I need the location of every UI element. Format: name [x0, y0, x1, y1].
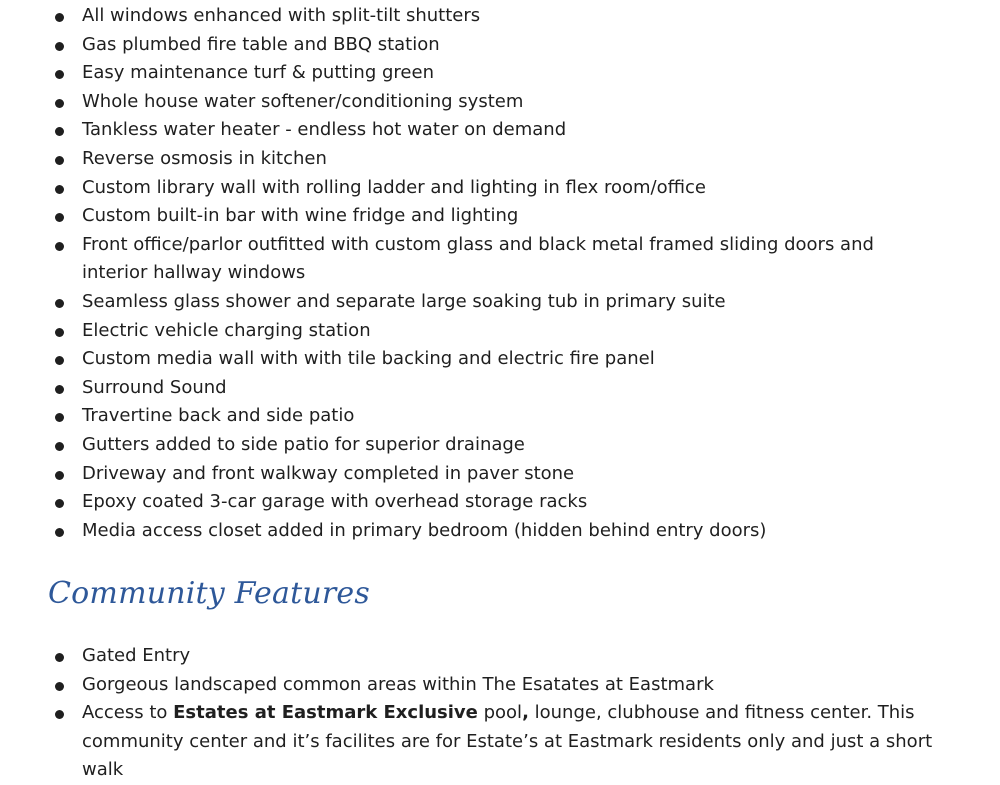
- exclusive-name: Estates at Eastmark Exclusive: [173, 702, 478, 724]
- bullet-icon: [55, 242, 64, 251]
- list-item: [0, 231, 1000, 288]
- bullet-icon: [55, 328, 64, 337]
- list-item-text: Driveway and front walkway completed in paver stone: [82, 462, 575, 484]
- list-item-text: Gorgeous landscaped common areas within The Esatates at Eastmark: [82, 673, 714, 695]
- list-item-text: All windows enhanced with split-tilt shutters: [82, 5, 481, 26]
- list-item: [0, 488, 1000, 517]
- bullet-icon: [55, 413, 64, 422]
- list-item-text: Gated Entry: [82, 645, 191, 666]
- list-item: [0, 460, 1000, 489]
- access-prefix: Access to: [82, 702, 174, 724]
- list-item-text: Custom library wall with rolling ladder and lighting in flex room/office: [82, 176, 707, 198]
- list-item: [0, 345, 1000, 374]
- community-features-list: [0, 642, 1000, 785]
- list-item-text: Surround Sound: [82, 376, 227, 398]
- bullet-icon: [55, 356, 64, 365]
- list-item: [0, 88, 1000, 117]
- bullet-icon: [55, 70, 64, 79]
- bullet-icon: [55, 13, 64, 22]
- list-item: [0, 402, 1000, 431]
- list-item-text: Front office/parlor outfitted with custom glass and black metal framed sliding doors and interior hallway windows: [82, 233, 874, 284]
- bullet-icon: [55, 99, 64, 108]
- list-item: [0, 517, 1000, 546]
- home-features-list: [0, 2, 1000, 545]
- list-item: [0, 116, 1000, 145]
- list-item: [0, 317, 1000, 346]
- list-item-text: Electric vehicle charging station: [82, 319, 371, 341]
- bullet-icon: [55, 127, 64, 136]
- bullet-icon: [55, 471, 64, 480]
- list-item: [0, 145, 1000, 174]
- list-item-text: Tankless water heater - endless hot water on demand: [82, 119, 567, 141]
- list-item: [0, 59, 1000, 88]
- bullet-icon: [55, 385, 64, 394]
- list-item-text: Travertine back and side patio: [82, 405, 355, 427]
- access-middle: pool: [477, 702, 523, 724]
- list-item: [0, 31, 1000, 60]
- bullet-icon: [55, 682, 64, 691]
- list-item-text: Seamless glass shower and separate large soaking tub in primary suite: [82, 290, 726, 312]
- list-item-text: Easy maintenance turf & putting green: [82, 62, 434, 84]
- section-heading-community: Community Features: [48, 576, 370, 611]
- bullet-icon: [55, 710, 64, 719]
- list-item: [0, 202, 1000, 231]
- bullet-icon: [55, 528, 64, 537]
- list-item: [0, 699, 1000, 785]
- bullet-icon: [55, 42, 64, 51]
- bullet-icon: [55, 442, 64, 451]
- bullet-icon: [55, 299, 64, 308]
- bullet-icon: [55, 213, 64, 222]
- list-item-text: Gutters added to side patio for superior drainage: [82, 433, 525, 455]
- access-suffix: lounge, clubhouse and fitness center. This community center and it’s facilites are for Estate’s at Eastmark residents only and just a short walk: [82, 702, 933, 781]
- list-item-text: Epoxy coated 3-car garage with overhead storage racks: [82, 491, 588, 513]
- list-item: [0, 431, 1000, 460]
- bullet-icon: [55, 185, 64, 194]
- list-item-text: Custom media wall with with tile backing and electric fire panel: [82, 348, 655, 370]
- list-item-text: Media access closet added in primary bedroom (hidden behind entry doors): [82, 519, 767, 541]
- bullet-icon: [55, 499, 64, 508]
- list-item-text: Reverse osmosis in kitchen: [82, 147, 327, 169]
- list-item: [0, 288, 1000, 317]
- list-item: [0, 642, 1000, 671]
- list-item: [0, 374, 1000, 403]
- access-comma: ,: [522, 702, 529, 724]
- list-item-text: Gas plumbed fire table and BBQ station: [82, 33, 440, 55]
- bullet-icon: [55, 653, 64, 662]
- list-item-text: Custom built-in bar with wine fridge and lighting: [82, 205, 519, 227]
- bullet-icon: [55, 156, 64, 165]
- list-item-text: Whole house water softener/conditioning system: [82, 90, 524, 112]
- list-item: [0, 174, 1000, 203]
- list-item: [0, 671, 1000, 700]
- list-item: [0, 2, 1000, 31]
